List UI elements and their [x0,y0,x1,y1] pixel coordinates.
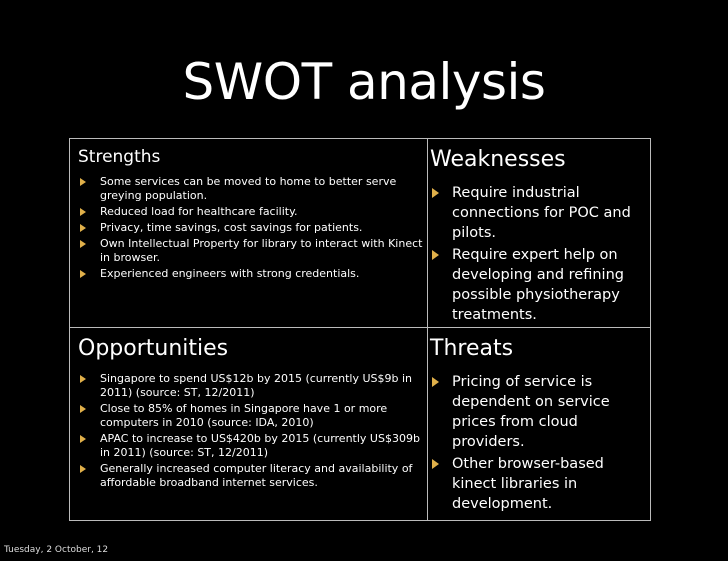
list-item: Require expert help on developing and refining possible physiotherapy treatments. [430,245,648,325]
list-item: Pricing of service is dependent on service prices from cloud providers. [430,372,648,452]
strengths-list [78,175,423,281]
bullet-icon [80,405,86,413]
swot-grid [69,138,651,521]
list-item: Own Intellectual Property for library to interact with Kinect in browser. [78,237,423,265]
list-item: Require industrial connections for POC and pilots. [430,183,648,243]
strengths-heading: Strengths [78,147,161,167]
weaknesses-heading: Weaknesses [430,147,566,172]
opportunities-quadrant [70,328,427,522]
list-item: Experienced engineers with strong credentials. [78,267,423,281]
bullet-icon [432,377,439,387]
list-item: Reduced load for healthcare facility. [78,205,423,219]
list-item: Generally increased computer literacy and availability of affordable broadband internet services. [78,462,423,490]
list-item: APAC to increase to US$420b by 2015 (currently US$309b in 2011) (source: ST, 12/2011) [78,432,423,460]
bullet-icon [80,375,86,383]
slide-title: SWOT analysis [182,53,546,111]
bullet-icon [80,224,86,232]
list-item: Singapore to spend US$12b by 2015 (currently US$9b in 2011) (source: ST, 12/2011) [78,372,423,400]
opportunities-list [78,372,423,490]
bullet-icon [432,188,439,198]
list-item: Close to 85% of homes in Singapore have 1 or more computers in 2010 (source: IDA, 2010) [78,402,423,430]
weaknesses-quadrant [428,139,652,327]
bullet-icon [432,250,439,260]
bullet-icon [80,435,86,443]
strengths-quadrant [70,139,427,327]
slide-date-footer: Tuesday, 2 October, 12 [4,545,109,555]
bullet-icon [80,178,86,186]
threats-heading: Threats [430,336,514,361]
opportunities-heading: Opportunities [78,336,229,361]
list-item: Privacy, time savings, cost savings for patients. [78,221,423,235]
threats-list [430,372,648,514]
list-item: Some services can be moved to home to better serve greying population. [78,175,423,203]
bullet-icon [80,270,86,278]
bullet-icon [80,465,86,473]
list-item: Other browser-based kinect libraries in development. [430,454,648,514]
weaknesses-list [430,183,648,325]
threats-quadrant [428,328,652,522]
bullet-icon [80,208,86,216]
bullet-icon [80,240,86,248]
bullet-icon [432,459,439,469]
